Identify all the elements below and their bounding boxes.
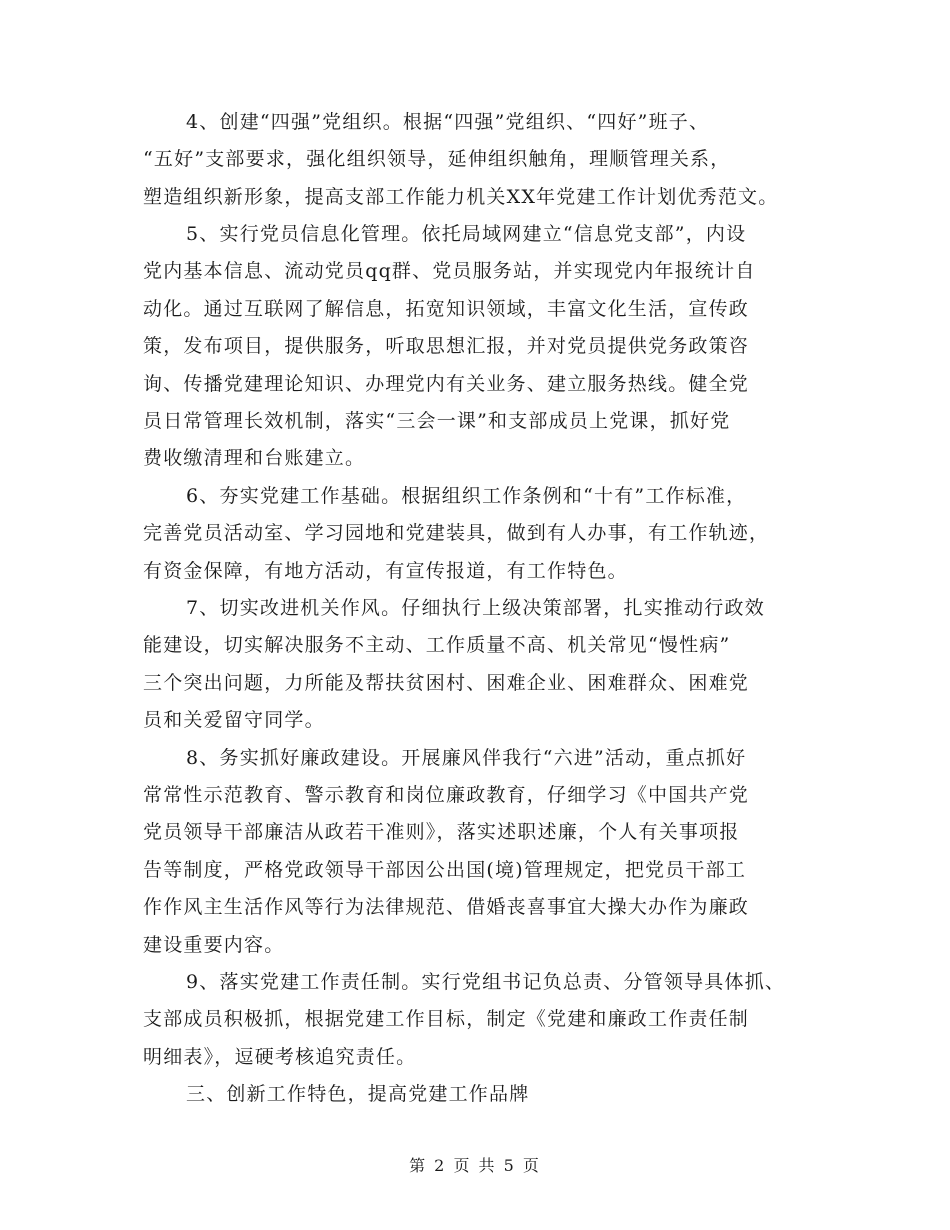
text-line: 告等制度，严格党政领导干部因公出国(境)管理规定，把党员干部工 (143, 859, 747, 881)
text-line: 员和关爱留守同学。 (143, 709, 325, 731)
text-line: 询、传播党建理论知识、办理党内有关业务、建立服务热线。健全党 (143, 373, 750, 395)
text-line: 明细表》，逗硬考核追究责任。 (143, 1046, 417, 1068)
text-line: 建设重要内容。 (143, 934, 285, 956)
text-line: 8、务实抓好廉政建设。开展廉风伴我行“六进”活动，重点抓好 (186, 747, 747, 769)
text-line: 作作风主生活作风等行为法律规范、借婚丧喜事宜大操大办作为廉政 (143, 896, 750, 918)
page-footer: 第 2 页 共 5 页 (409, 1156, 541, 1175)
text-line: 有资金保障，有地方活动，有宣传报道，有工作特色。 (143, 560, 628, 582)
text-line: 9、落实党建工作责任制。实行党组书记负总责、分管领导具体抓、 (186, 971, 786, 993)
text-line: 动化。通过互联网了解信息，拓宽知识领域，丰富文化生活，宣传政 (143, 298, 750, 320)
text-line: 策，发布项目，提供服务，听取思想汇报，并对党员提供党务政策咨 (143, 335, 750, 357)
text-line: 常常性示范教育、警示教育和岗位廉政教育，仔细学习《中国共产党 (143, 784, 750, 806)
text-line: 7、切实改进机关作风。仔细执行上级决策部署，扎实推动行政效 (186, 597, 765, 619)
text-line: 塑造组织新形象，提高支部工作能力机关XX年党建工作计划优秀范文。 (143, 186, 779, 208)
text-line: 能建设，切实解决服务不主动、工作质量不高、机关常见“慢性病” (143, 634, 731, 656)
text-line: 5、实行党员信息化管理。依托局域网建立“信息党支部”，内设 (186, 223, 747, 245)
text-line: 员日常管理长效机制，落实“三会一课”和支部成员上党课，抓好党 (143, 410, 731, 432)
section-heading: 三、创新工作特色，提高党建工作品牌 (186, 1083, 530, 1105)
text-line: 完善党员活动室、学习园地和党建装具，做到有人办事，有工作轨迹， (143, 522, 770, 544)
text-line: 6、夯实党建工作基础。根据组织工作条例和“十有”工作标准， (186, 485, 747, 507)
text-line: 三个突出问题，力所能及帮扶贫困村、困难企业、困难群众、困难党 (143, 672, 750, 694)
text-line: 支部成员积极抓，根据党建工作目标，制定《党建和廉政工作责任制 (143, 1008, 750, 1030)
text-line: “五好”支部要求，强化组织领导，延伸组织触角，理顺管理关系， (143, 148, 731, 170)
text-line: 4、创建“四强”党组织。根据“四强”党组织、“四好”班子、 (186, 111, 710, 133)
text-line: 费收缴清理和台账建立。 (143, 447, 366, 469)
text-line: 党员领导干部廉洁从政若干准则》，落实述职述廉，个人有关事项报 (143, 821, 740, 843)
text-line: 党内基本信息、流动党员qq群、党员服务站，并实现党内年报统计自 (143, 260, 756, 282)
